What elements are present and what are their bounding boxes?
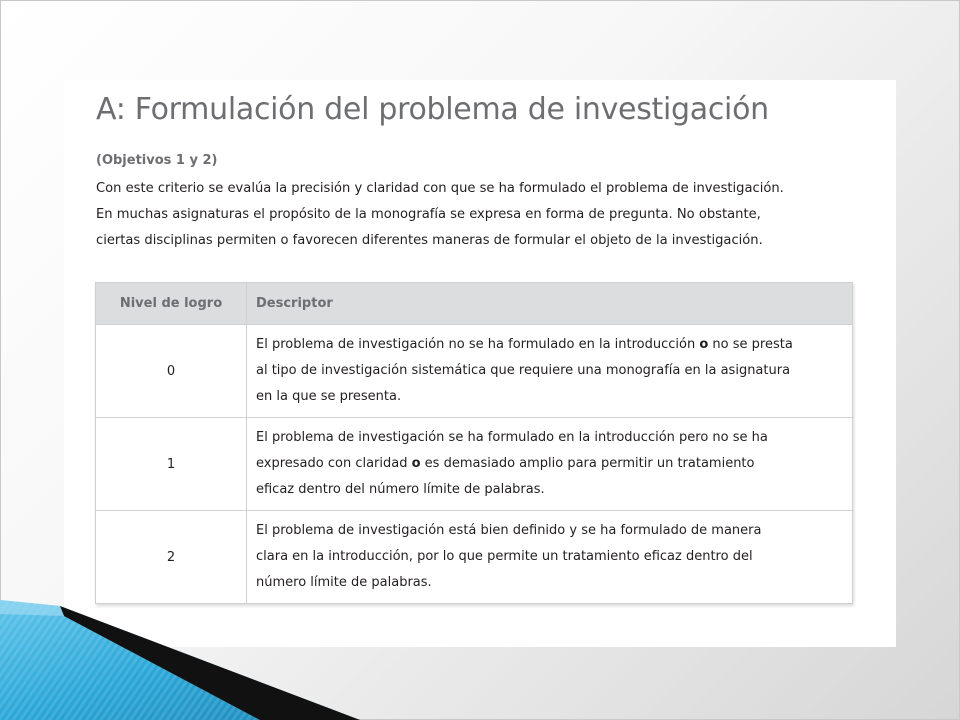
descriptor-text: El problema de investigación se ha formulado en la introducción pero no se ha <box>256 430 768 445</box>
rubric-table <box>95 282 853 604</box>
level-cell: 2 <box>96 511 247 604</box>
descriptor-cell <box>247 325 853 418</box>
descriptor-text: no se presta <box>708 337 793 352</box>
descriptor-text: es demasiado amplio para permitir un tratamiento <box>420 456 755 471</box>
descriptor-line <box>256 384 843 410</box>
descriptor-line <box>256 425 843 451</box>
descriptor-text: en la que se presenta. <box>256 389 402 404</box>
descriptor-text: clara en la introducción, por lo que permite un tratamiento eficaz dentro del <box>256 549 753 564</box>
descriptor-text: expresado con claridad <box>256 456 412 471</box>
descriptor-text: El problema de investigación está bien definido y se ha formulado de manera <box>256 523 762 538</box>
descriptor-text: El problema de investigación no se ha formulado en la introducción <box>256 337 700 352</box>
level-cell: 0 <box>96 325 247 418</box>
level-cell: 1 <box>96 418 247 511</box>
table-row <box>96 511 853 604</box>
descriptor-cell <box>247 418 853 511</box>
table-row <box>96 325 853 418</box>
descriptor-text: al tipo de investigación sistemática que requiere una monografía en la asignatura <box>256 363 791 378</box>
table-row <box>96 418 853 511</box>
descriptor-text: número límite de palabras. <box>256 575 432 590</box>
intro-paragraph <box>96 176 866 254</box>
objectives-label: (Objetivos 1 y 2) <box>96 153 218 168</box>
descriptor-line <box>256 477 843 503</box>
descriptor-line <box>256 518 843 544</box>
document-image <box>64 80 896 647</box>
descriptor-line <box>256 570 843 596</box>
descriptor-cell <box>247 511 853 604</box>
descriptor-line <box>256 332 843 358</box>
descriptor-line <box>256 544 843 570</box>
document-title: A: Formulación del problema de investigación <box>96 92 769 127</box>
header-descriptor: Descriptor <box>247 283 853 325</box>
intro-line: En muchas asignaturas el propósito de la monografía se expresa en forma de pregunta. No obstante, <box>96 207 761 222</box>
intro-line: ciertas disciplinas permiten o favorecen diferentes maneras de formular el objeto de la investigación. <box>96 233 763 248</box>
descriptor-line <box>256 358 843 384</box>
descriptor-line <box>256 451 843 477</box>
header-level: Nivel de logro <box>96 283 247 325</box>
descriptor-text: eficaz dentro del número límite de palabras. <box>256 482 545 497</box>
intro-line: Con este criterio se evalúa la precisión y claridad con que se ha formulado el problema de investigación. <box>96 181 784 196</box>
table-header-row <box>96 283 853 325</box>
descriptor-emphasis: o <box>411 456 421 471</box>
descriptor-emphasis: o <box>699 337 709 352</box>
